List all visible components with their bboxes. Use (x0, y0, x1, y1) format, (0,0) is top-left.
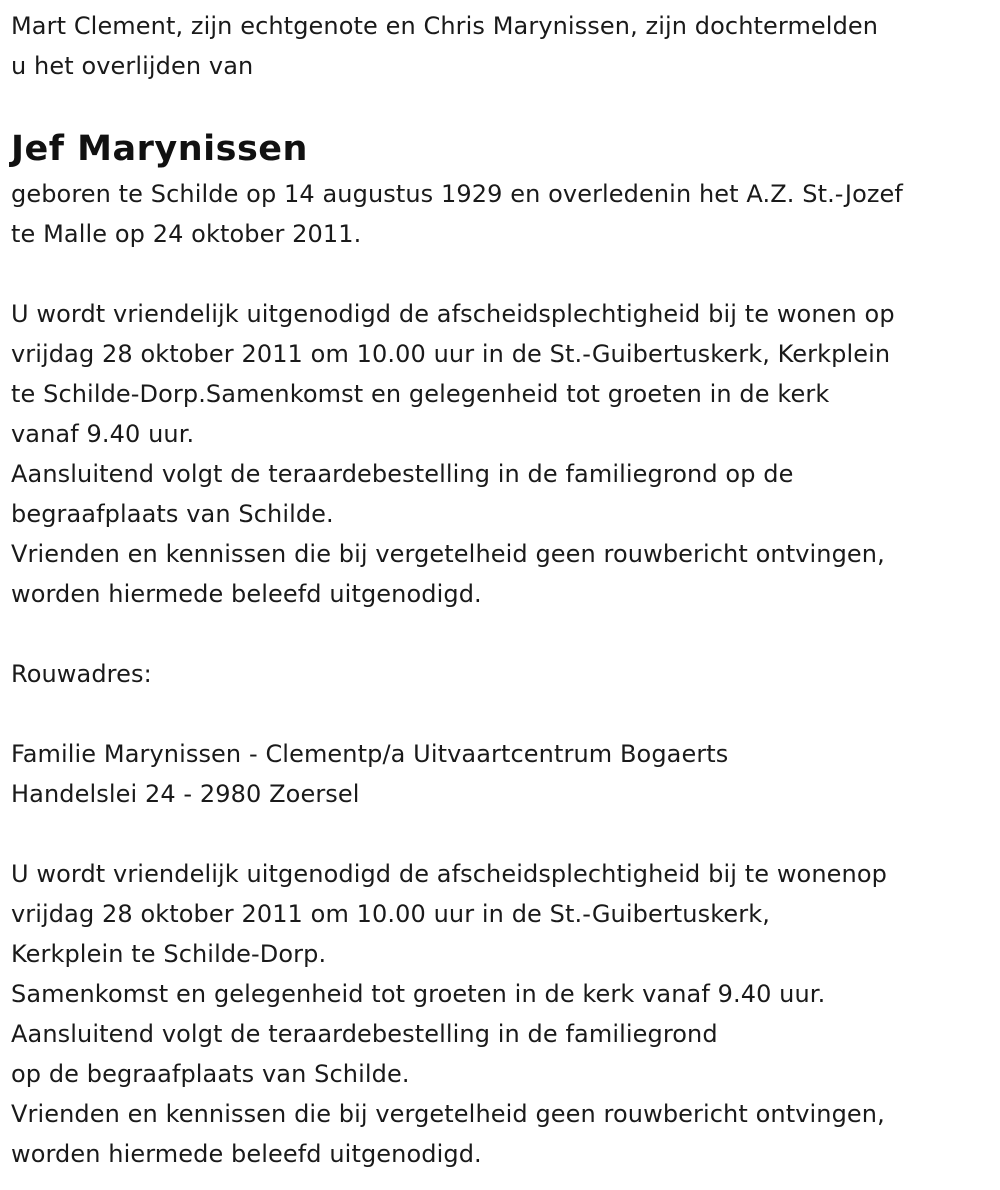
address-line: Familie Marynissen - Clementp/a Uitvaartcentrum Bogaerts (11, 740, 729, 768)
invitation-paragraph-2 (11, 854, 996, 1174)
address-line: Handelslei 24 - 2980 Zoersel (11, 780, 360, 808)
invitation-line: worden hiermede beleefd uitgenodigd. (11, 1140, 482, 1168)
spacer (11, 254, 996, 294)
invitation-paragraph-1 (11, 294, 996, 614)
birth-death-line: geboren te Schilde op 14 augustus 1929 en overledenin het A.Z. St.-Jozef (11, 180, 903, 208)
birth-death-line: te Malle op 24 oktober 2011. (11, 220, 362, 248)
intro-paragraph (11, 6, 996, 86)
invitation-line: Kerkplein te Schilde-Dorp. (11, 940, 327, 968)
intro-line: u het overlijden van (11, 52, 254, 80)
invitation-line: vrijdag 28 oktober 2011 om 10.00 uur in de St.-Guibertuskerk, (11, 900, 770, 928)
invitation-line: op de begraafplaats van Schilde. (11, 1060, 410, 1088)
address-block (11, 734, 996, 814)
death-notice (11, 6, 996, 1174)
invitation-line: vanaf 9.40 uur. (11, 420, 195, 448)
invitation-line: worden hiermede beleefd uitgenodigd. (11, 580, 482, 608)
invitation-line: Vrienden en kennissen die bij vergetelheid geen rouwbericht ontvingen, (11, 1100, 885, 1128)
invitation-line: vrijdag 28 oktober 2011 om 10.00 uur in de St.-Guibertuskerk, Kerkplein (11, 340, 891, 368)
intro-line: Mart Clement, zijn echtgenote en Chris Marynissen, zijn dochtermelden (11, 12, 879, 40)
invitation-line: Aansluitend volgt de teraardebestelling in de familiegrond op de (11, 460, 794, 488)
deceased-name: Jef Marynissen (11, 129, 308, 169)
birth-death-paragraph (11, 174, 996, 254)
invitation-line: te Schilde-Dorp.Samenkomst en gelegenheid tot groeten in de kerk (11, 380, 830, 408)
invitation-line: Vrienden en kennissen die bij vergetelheid geen rouwbericht ontvingen, (11, 540, 885, 568)
spacer (11, 694, 996, 734)
address-label: Rouwadres: (11, 660, 152, 688)
invitation-line: Aansluitend volgt de teraardebestelling in de familiegrond (11, 1020, 718, 1048)
invitation-line: Samenkomst en gelegenheid tot groeten in de kerk vanaf 9.40 uur. (11, 980, 826, 1008)
spacer (11, 614, 996, 654)
spacer (11, 814, 996, 854)
invitation-line: U wordt vriendelijk uitgenodigd de afscheidsplechtigheid bij te wonen op (11, 300, 895, 328)
invitation-line: U wordt vriendelijk uitgenodigd de afscheidsplechtigheid bij te wonenop (11, 860, 887, 888)
invitation-line: begraafplaats van Schilde. (11, 500, 334, 528)
